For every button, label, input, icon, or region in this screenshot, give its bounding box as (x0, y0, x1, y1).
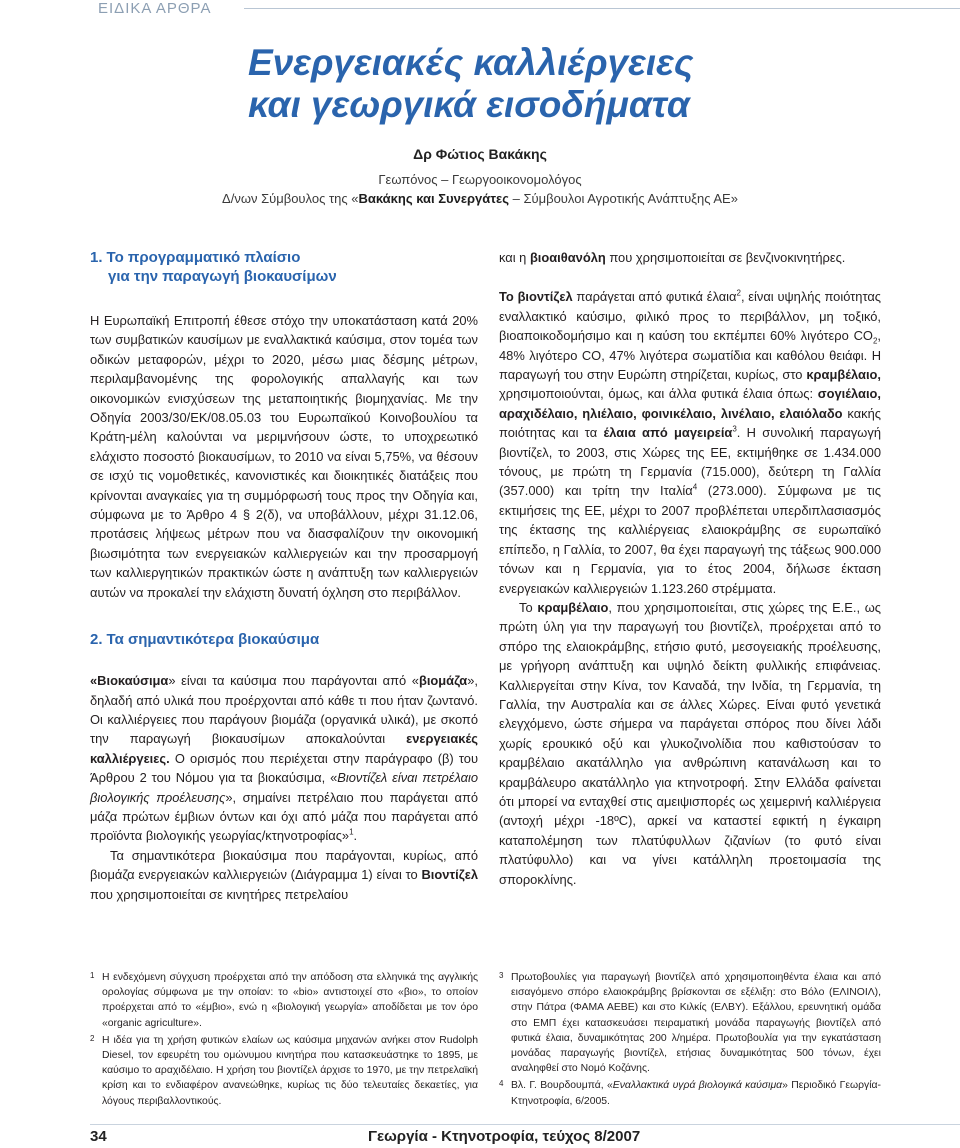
section-1-title-line-2: για την παραγωγή βιοκαυσίμων (108, 268, 337, 285)
author-name: Δρ Φώτιος Βακάκης (413, 146, 547, 162)
right-column (499, 248, 881, 889)
section-2-number: 2. (90, 631, 103, 649)
title-line-1: Ενεργειακές καλλιέργειες (248, 42, 694, 83)
footnote-4-text: Βλ. Γ. Βουρδουμπά, «Εναλλακτικά υγρά βιολογικά καύσιμα» Περιοδικό Γεωργία-Κτηνοτροφία, 6/2005. (511, 1080, 881, 1107)
section-label: ΕΙΔΙΚΑ ΑΡΘΡΑ (98, 0, 212, 17)
footnote-2-number: 2 (90, 1033, 95, 1043)
footnote-3-number: 3 (499, 971, 504, 980)
footnotes-right (499, 970, 881, 1111)
footnote-1-text: Η ενδεχόμενη σύγχυση προέρχεται από την απόδοση στα ελληνικά της αγγλικής ορολογίας σύμφωνα με την οποίαν: το «bio» αντιστοιχεί στο «βιο», το οποίον προέρχεται από το «έμβιο», ενώ η «βιολογική γεωργία» αποδίδεται με τον όρο «organic agriculture». (102, 972, 478, 1029)
footnote-2-text: Η ιδέα για τη χρήση φυτικών ελαίων ως καύσιμα μηχανών ανήκει στον Rudolph Diesel, τον εφευρέτη του ομώνυμου κινητήρα που κατασκευάστηκε το 1895, με καύσιμο το αραχιδέλαιο. Η χρήση του βιοντίζελ άρχισε το 1970, με την πετρελαϊκή κρίση και το ενδιαφέρον ανανεώθηκε, κυρίως τις δύο τελευταίες δεκαετίες, για λόγους περιβαλλοντικούς. (102, 1034, 478, 1107)
section-1-number: 1. (90, 249, 103, 266)
footnote-1 (90, 970, 478, 1031)
article-title (248, 42, 693, 126)
right-paragraph-3: Το κραμβέλαιο, που χρησιμοποιείται, στις χώρες της Ε.Ε., ως πρώτη ύλη για την παραγωγή του βιοντίζελ, προέρχεται από το σπόρο της ελαιοκράμβης, ετήσιο φυτό, μεσογειακής προέλευσης, με γρήγορη ανάπτυξη και υψηλό δείκτη φυλλικής επιφάνειας. Καλλιεργείται στην Κίνα, τον Καναδά, την Ινδία, τη Γερμανία, τη Γαλλία, την Αυστραλία και σε άλλες Χώρες. Είναι φυτό γενετικά ελεγχόμενο, ώστε σήμερα να παράγεται σπόρος που δίνει λάδι χωρίς ερουκικό οξύ και γλυκοζινολίδια που καθιστούσαν το κραμβέλαιο ακατάλληλο για ανθρώπινη κατανάλωση και το κραμβάλευρο ακατάλληλο για κτηνοτροφή. Στην Ελλάδα φαίνεται ότι μπορεί να ενταχθεί στις αμειψισπορές ως χειμερινή καλλιέργεια (αντοχή μέχρι -18ºC), αρκεί να καταστεί εφικτή η έγκαιρη καταπολέμηση των πλατύφυλλων ζιζανίων (το φυτό είναι πλατύφυλλο) και να γίνει κατάλληλη προετοιμασία της σποροκλίνης. (499, 599, 881, 887)
journal-name: Γεωργία - Κτηνοτροφία, τεύχος 8/2007 (368, 1128, 641, 1145)
footnote-2 (90, 1033, 478, 1109)
title-line-2: και γεωργικά εισοδήματα (248, 84, 690, 125)
footnotes-left (90, 970, 478, 1111)
section-2-paragraph-2: Τα σημαντικότερα βιοκαύσιμα που παράγονται, κυρίως, από βιομάζα ενεργειακών καλλιεργειών (Διάγραμμα 1) είναι το Βιοντίζελ που χρησιμοποιείται σε κινητήρες πετρελαίου (90, 847, 478, 902)
header-divider (244, 8, 960, 9)
section-2-heading (90, 630, 478, 649)
footnote-4 (499, 1078, 881, 1108)
right-paragraph-1: και η βιοαιθανόλη που χρησιμοποιείται σε βενζινοκινητήρες. (499, 250, 846, 265)
section-1-heading (90, 248, 478, 286)
author-role: Γεωπόνος – Γεωργοοικονομολόγος (378, 172, 582, 187)
footer-divider (90, 1124, 960, 1125)
footnote-1-number: 1 (90, 971, 95, 980)
footnote-3 (499, 970, 881, 1076)
right-paragraph-2: Το βιοντίζελ παράγεται από φυτικά έλαια$^2$, είναι υψηλής ποιότητας εναλλακτικό καύσιμο, φιλικό προς το περιβάλλον, μη τοξικό, βιοαποικοδομήσιμο και η καύση του εκπέμπει 60% λιγότερο $CO_2$, 48% λιγότερο CO, 47% λιγότερα σωματίδια και καθόλου θειάφι. Η παραγωγή του στην Ευρώπη στηρίζεται, κυρίως, στο κραμβέλαιο, χρησιμοποιούνται, όμως, και άλλα φυτικά έλαια όπως: σογιέλαιο, αραχιδέλαιο, ηλιέλαιο, φοινικέλαιο, λινέλαιο, ελαιόλαδο κακής ποιότητας και τα έλαια από μαγειρεία$^3$. Η συνολική παραγωγή βιοντίζελ, το 2003, στις Χώρες της ΕΕ, εκτιμήθηκε σε 1.434.000 τόνους, με πρώτη τη Γερμανία (715.000), δεύτερη τη Γαλλία (357.000) και τρίτη την Ιταλία$^4$ (273.000). Σύμφωνα με τις εκτιμήσεις της ΕΕ, μέχρι το 2007 προβλέπεται υπερδιπλασιασμός της έκτασης της καλλιέργειας ελαιοκράμβης σε ευρωπαϊκό επίπεδο, η Γαλλία, το 2007, θα έχει παραγωγή της τάξεως 900.000 τόνων και η Γερμανία, για το έτος 2004, δήλωσε έκταση ενεργειακών καλλιεργειών 1.123.260 στρέμματα. (499, 289, 882, 596)
left-column (90, 248, 478, 904)
section-1-paragraph: Η Ευρωπαϊκή Επιτροπή έθεσε στόχο την υποκατάσταση κατά 20% των συμβατικών καυσίμων με εναλλακτικά καύσιμα, στον τομέα των οδικών μεταφορών, μέχρι το 2020, μέσω μιας δέσμης μέτρων, περιλαμβανομένης της φορολογικής απαλλαγής και των οικονομικών ενισχύσεων της μεταποιητικής βιομηχανίας. Με την Οδηγία 2003/30/ΕΚ/08.05.03 του Ευρωπαϊκού Κοινοβουλίου τα Κράτη-μέλη καλούνται να μεριμνήσουν ώστε, το υποχρεωτικό ελάχιστο ποσοστό βιοκαυσίμων, το 2010 να είναι 5,75%, να θέσουν σε ισχύ τις νομοθετικές, κανονιστικές και διοικητικές διατάξεις που κρίνονται αναγκαίες για τη συμμόρφωσή τους προς την Οδηγία και, σύμφωνα με το Άρθρο 4 § 2(δ), να υποβάλλουν, μέχρι 31.12.06, προτάσεις λήψεως μέτρων που να διασφαλίζουν την οικονομική βιωσιμότητα των ενεργειακών καλλιεργειών και την προσαρμογή των καλλιεργητικών πρακτικών ώστε η ανάπτυξη των καλλιεργειών αυτών να προκαλεί την ελάχιστη δυνατή όχληση στο περιβάλλον. (90, 313, 478, 600)
footnote-3-text: Πρωτοβουλίες για παραγωγή βιοντίζελ από χρησιμοποιηθέντα έλαια και από εισαγόμενο σπόρο ελαιοκράμβης βρίσκονται σε εξέλιξη: στο Βόλο (ΕΛΙΝΟΙΛ), στην Πάτρα (ΦΑΜΑ ΑΕΒΕ) και στο Κιλκίς (ΕΛΒΥ). Εξάλλου, ερευνητική ομάδα στο ΕΜΠ έχει κατασκευάσει πειραματική μονάδα παραγωγής βιοντίζελ από φυτικά έλαια, δυναμικότητας 200 λ/ημέρα. Πρωτοβουλία για την εγκατάσταση μονάδας παραγωγής βιοντίζελ, ετήσιας δυναμικότητας 500 τόνων, έχει αναληφθεί στο Νομό Κοζάνης. (511, 972, 881, 1075)
section-2-paragraph-1: «Βιοκαύσιμα» είναι τα καύσιμα που παράγονται από «βιομάζα», δηλαδή από υλικά που προέρχονται από κάθε τι που ήταν ζωντανό. Οι καλλιέργειες που παράγουν βιομάζα (οργανικά υλικά), με σκοπό την παραγωγή βιοκαυσίμων αποκαλούνται ενεργειακές καλλιέργειες. Ο ορισμός που περιέχεται στην παράγραφο (β) του Άρθρου 2 του Νόμου για τα βιοκαύσιμα, «Βιοντίζελ είναι πετρέλαιο βιολογικής προέλευσης», σημαίνει πετρέλαιο που παράγεται από μάζα πρώτων έμβιων όντων και όχι από μάζα που παράγεται από προϊόντα βιολογικής γεωργίας/κτηνοτροφίας»$^1$. (90, 673, 479, 844)
section-2-title: Τα σημαντικότερα βιοκαύσιμα (106, 631, 320, 649)
footnote-4-number: 4 (499, 1079, 504, 1089)
author-organization: Δ/νων Σύμβουλος της «Βακάκης και Συνεργάτες – Σύμβουλοι Αγροτικής Ανάπτυξης ΑΕ» (222, 191, 738, 206)
page-number: 34 (90, 1128, 107, 1145)
section-1-title-line-1: Το προγραμματικό πλαίσιο (106, 249, 301, 266)
